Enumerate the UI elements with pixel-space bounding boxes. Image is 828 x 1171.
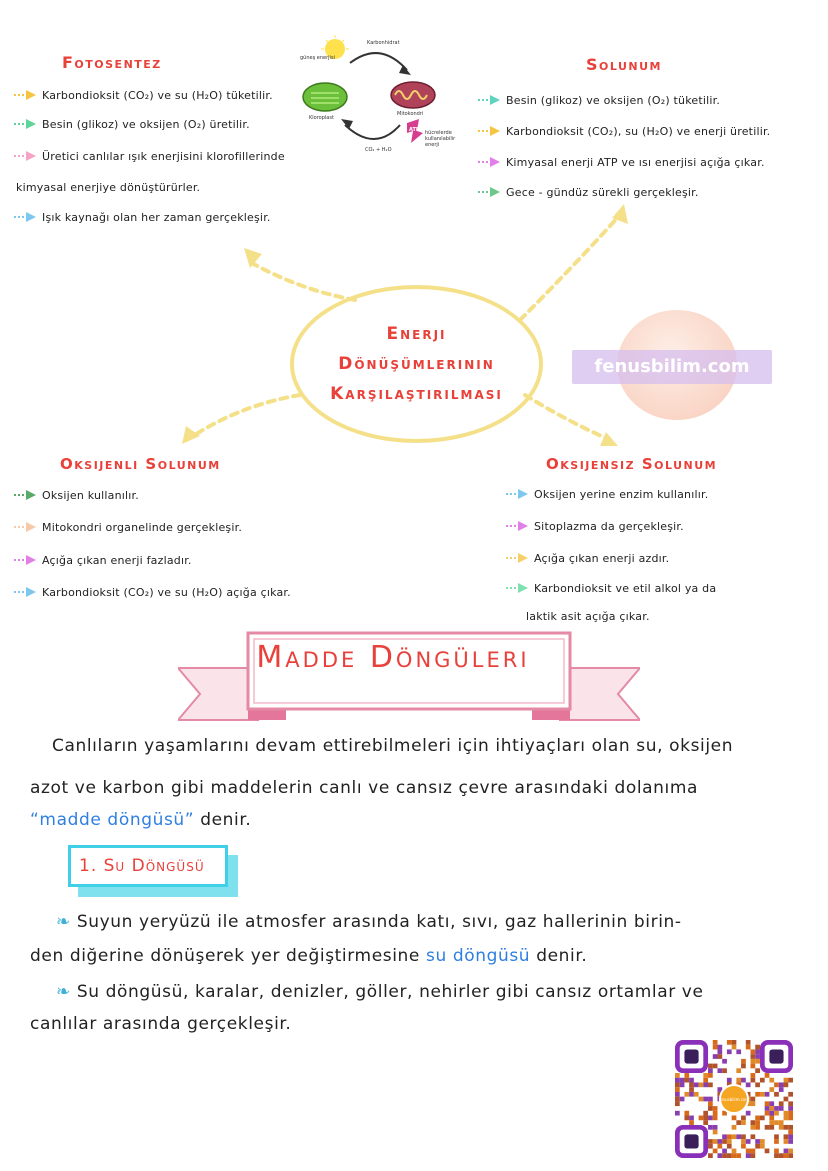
list-item (506, 542, 716, 574)
oksijensiz-item-2: Sitoplazma da gerçekleşir. (534, 519, 684, 533)
solunum-item-2: Karbondioksit (CO₂), su (H₂O) ve enerji üretilir. (506, 124, 771, 138)
intro-line-2: azot ve karbon gibi maddelerin canlı ve cansız çevre arasındaki dolanıma (30, 778, 699, 798)
solunum-item-3: Kimyasal enerji ATP ve ısı enerjisi açığa çıkar. (506, 155, 765, 169)
oksijenli-item-4: Karbondioksit (CO₂) ve su (H₂O) açığa çıkar. (42, 585, 291, 599)
list-item (14, 544, 291, 576)
su-p1-text-1: Suyun yeryüzü ile atmosfer arasında katı, sıvı, gaz hallerinin birin- (76, 912, 682, 932)
center-topic-oval (290, 285, 543, 443)
oksijenli-item-3: Açığa çıkan enerji fazladır. (42, 553, 192, 567)
atp-label: ATP (409, 127, 420, 133)
section-title: Madde Döngüleri (256, 640, 530, 675)
arrow-icon (506, 553, 528, 563)
solunum-title: Solunum (586, 55, 663, 74)
arrow-icon (506, 583, 528, 593)
sun-label: güneş enerjisi (300, 55, 335, 61)
list-item (506, 510, 716, 542)
solunum-item-4: Gece - gündüz sürekli gerçekleşir. (506, 185, 699, 199)
su-p1-line-1 (56, 912, 682, 932)
su-dongusu-heading: 1. Su Döngüsü (79, 856, 205, 876)
arrow-to-oksijenli (190, 395, 300, 438)
oksijenli-item-2: Mitokondri organelinde gerçekleşir. (42, 520, 243, 534)
list-item (506, 602, 716, 630)
su-p2-line-2: canlılar arasında gerçekleşir. (30, 1014, 292, 1034)
arrow-icon (506, 521, 528, 531)
center-line-3: Karşılaştırılması (330, 384, 503, 404)
arrow-icon (14, 490, 36, 500)
oksijensiz-item-5: laktik asit açığa çıkar. (526, 609, 650, 623)
su-p1-line-2 (30, 946, 587, 966)
mitochondria-label: Mitokondri (397, 111, 424, 117)
list-item (14, 576, 291, 608)
carbohydrate-label: Karbonhidrat (367, 40, 400, 46)
oksijensiz-item-3: Açığa çıkan enerji azdır. (534, 551, 670, 565)
fotosentez-item-2: Besin (glikoz) ve oksijen (O₂) üretilir. (42, 117, 250, 131)
intro-tail: denir. (200, 810, 252, 830)
list-item (506, 574, 716, 602)
arrow-to-oksijensiz (525, 395, 610, 440)
atp-caption: hücrelerde kullanılabilir enerji (425, 130, 456, 148)
arrow-icon (506, 489, 528, 499)
fotosentez-item-3: Üretici canlılar ışık enerjisini klorofillerinde (42, 149, 285, 163)
oksijenli-list (14, 480, 291, 608)
fotosentez-item-1: Karbondioksit (CO₂) ve su (H₂O) tüketilir. (42, 88, 273, 102)
arrow-icon (14, 555, 36, 565)
watermark-text: fenusbilim.com (572, 350, 772, 384)
qr-logo-text: fenusbilim.com (718, 1097, 750, 1102)
madde-dongusu-term: “madde döngüsü” (30, 810, 195, 830)
intro-line-1: Canlıların yaşamlarını devam ettirebilmeleri için ihtiyaçları olan su, oksijen (52, 736, 734, 756)
co2-h2o-label: CO₂ + H₂O (365, 147, 392, 153)
arrow-to-solunum (520, 215, 620, 320)
oksijensiz-title: Oksijensiz Solunum (546, 455, 718, 473)
qr-code[interactable] (675, 1040, 793, 1158)
oksijenli-title: Oksijenli Solunum (60, 455, 221, 473)
leaf-bullet-icon: ❧ (56, 912, 71, 932)
center-line-2: Dönüşümlerinin (338, 354, 495, 374)
list-item (14, 510, 291, 544)
list-item (506, 478, 716, 510)
su-dongusu-term: su döngüsü (425, 946, 531, 966)
fotosentez-title: Fotosentez (62, 53, 162, 72)
oksijensiz-list (506, 478, 716, 630)
arrow-icon (14, 522, 36, 532)
su-p1-tail: denir. (536, 946, 588, 966)
arrow-icon (14, 587, 36, 597)
center-line-1: Enerji (386, 324, 447, 344)
solunum-item-1: Besin (glikoz) ve oksijen (O₂) tüketilir. (506, 93, 721, 107)
list-item (14, 480, 291, 510)
leaf-bullet-icon: ❧ (56, 982, 71, 1002)
oksijensiz-item-4: Karbondioksit ve etil alkol ya da (534, 581, 717, 595)
fotosentez-item-4: kimyasal enerjiye dönüştürürler. (16, 180, 201, 194)
intro-line-3 (30, 810, 251, 830)
chloroplast-label: Kloroplast (309, 115, 334, 121)
su-dongusu-heading-box (68, 845, 228, 887)
su-p1-text-2: den diğerine dönüşerek yer değiştirmesine (30, 946, 420, 966)
arrow-to-fotosentez (250, 262, 355, 300)
fotosentez-item-5: Işık kaynağı olan her zaman gerçekleşir. (42, 210, 271, 224)
su-p2-text-1: Su döngüsü, karalar, denizler, göller, nehirler gibi cansız ortamlar ve (76, 982, 704, 1002)
oksijenli-item-1: Oksijen kullanılır. (42, 488, 139, 502)
su-p2-line-1 (56, 982, 704, 1002)
oksijensiz-item-1: Oksijen yerine enzim kullanılır. (534, 487, 709, 501)
